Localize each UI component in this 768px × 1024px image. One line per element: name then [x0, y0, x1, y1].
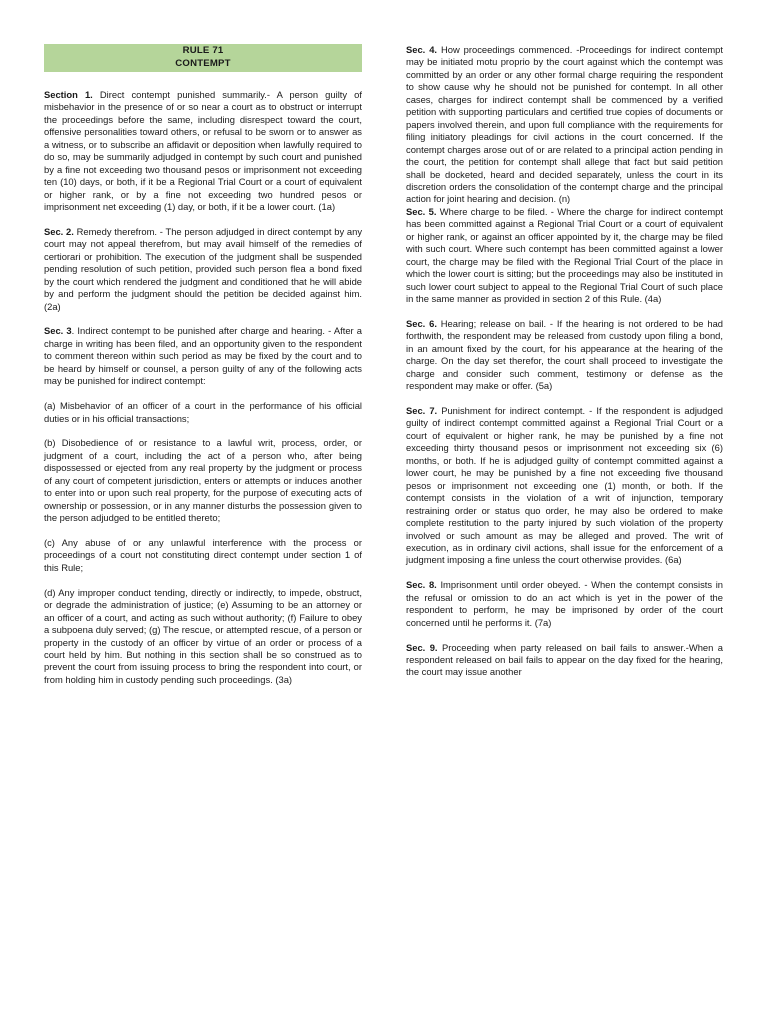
section-6 — [406, 318, 723, 393]
section-8 — [406, 579, 723, 629]
section-label: Sec. 8. — [406, 579, 437, 591]
section-text: Remedy therefrom. - The person adjudged in direct contempt by any court may not appeal therefrom, but may avail himself of the remedies of certiorari or prohibition. The execution of the judgment shall be suspended pending resolution of such petition, provided such person flea a bond fixed by the court which rendered the judgment and conditioned that he will abide by and perform the judgment should the petition be decided against him. (2a) — [44, 225, 363, 312]
section-label: Sec. 2. — [44, 225, 74, 237]
section-7 — [406, 405, 723, 567]
section-label: Sec. 9. — [406, 641, 438, 653]
section-text: Punishment for indirect contempt. - If the respondent is adjudged guilty of indirect contempt committed against a Regional Trial Court or a court of equivalent or higher rank, he may be punished by a fine not exceeding thirty thousand pesos or imprisonment not exceeding six (6) months, or both. If he is adjudged guilty of contempt committed against a lower court, he may be punished by a fine not exceeding five thousand pesos or imprisonment not exceeding one (1) month, or both. If the contempt consists in the violation of a writ of injunction, temporary restraining order or status quo order, he may also be ordered to make complete restitution to the party injured by such violation of the property involved or such amount as may be alleged and proved. The writ of execution, as in ordinary civil actions, shall issue for the enforcement of a judgment imposing a fine unless the court otherwise provides. (6a) — [406, 405, 723, 566]
paragraph-text: (b) Disobedience of or resistance to a lawful writ, process, order, or judgment of a court, including the act of a person who, after being dispossessed or ejected from any real property by the judgment or process of any court of competent jurisdiction, enters or attempts or induces another to enter into or upon such real property, for the purpose of executing acts of ownership or possession, or in any manner disturbs the possession given to the person adjudged to be entitled thereto; — [44, 437, 362, 524]
paragraph-text: (a) Misbehavior of an officer of a court in the performance of his official duties or in his official transactions; — [44, 400, 362, 424]
section-2 — [44, 226, 362, 313]
left-column — [44, 44, 362, 699]
item-d-g — [44, 587, 362, 687]
section-3 — [44, 325, 362, 387]
section-9 — [406, 642, 723, 679]
section-text: Where charge to be filed. - Where the charge for indirect contempt has been committed against a Regional Trial Court or a court of equivalent or higher rank, or against an officer appointed by it, the charge may be filed with such court. Where such contempt has been committed against a lower court, the charge may be filed with the Regional Trial Court of the place in which the lower court is sitting; but the proceedings may also be instituted in such lower court subject to appeal to the Regional Trial Court of such place in the same manner as provided in section 2 of this Rule. (4a) — [406, 205, 723, 305]
section-4 — [406, 44, 723, 206]
section-label: Sec. 7. — [406, 405, 438, 417]
item-b — [44, 437, 362, 524]
rule-heading — [44, 44, 362, 72]
section-label: Sec. 4. — [406, 44, 438, 55]
section-label: Sec. 3 — [44, 325, 72, 337]
section-label: Sec. 5. — [406, 205, 437, 217]
rule-title: CONTEMPT — [175, 57, 231, 69]
section-5 — [406, 206, 723, 306]
section-text: How proceedings commenced. -Proceedings for indirect contempt may be initiated motu proprio by the court against which the contempt was committed by an order or any other formal charge requiring the respondent to show cause why he should not be punished for contempt. In all other cases, charges for indirect contempt shall be commenced by a verified petition with supporting particulars and certified true copies of documents or papers involved therein, and upon full compliance with the requirements for filing initiatory pleadings for civil actions in the court concerned. If the contempt charges arose out of or are related to a principal action pending in the court, the petition for contempt shall allege that fact but said petition shall be docketed, heard and decided separately, unless the court in its discretion orders the consolidation of the contempt charge and the principal action for joint hearing and decision. (n) — [406, 44, 723, 205]
section-label: Section 1. — [44, 89, 93, 100]
section-text: . Indirect contempt to be punished after charge and hearing. - After a charge in writing has been filed, and an opportunity given to the respondent to comment thereon within such period as may be fixed by the court and to be heard by himself or counsel, a person guilty of any of the following acts may be punished for indirect contempt: — [44, 325, 363, 387]
right-column — [406, 44, 723, 691]
section-text: Imprisonment until order obeyed. - When the contempt consists in the refusal or omission to do an act which is yet in the power of the respondent to perform, he may be imprisoned by order of the court concerned until he performs it. (7a) — [406, 579, 724, 628]
paragraph-text: (d) Any improper conduct tending, directly or indirectly, to impede, obstruct, or degrade the administration of justice; (e) Assuming to be an attorney or an officer of a court, and acting as such without authority; (f) Failure to obey a subpoena duly served; (g) The rescue, or attempted rescue, of a person or property in the custody of an officer by virtue of an order or process of a court held by him. But nothing in this section shall be so construed as to prevent the court from issuing process to bring the respondent into court, or from holding him in custody pending such proceedings. (3a) — [44, 586, 362, 685]
section-text: Proceeding when party released on bail fails to answer.-When a respondent released on bail fails to appear on the day fixed for the hearing, the court may issue another — [406, 641, 723, 678]
section-text: Direct contempt punished summarily.- A person guilty of misbehavior in the presence of or so near a court as to obstruct or interrupt the proceedings before the same, including disrespect toward the court, offensive personalities toward others, or refusal to be sworn or to answer as a witness, or to subscribe an affidavit or deposition when lawfully required to do so, may be summarily adjudged in contempt by such court and punished by a fine not exceeding two thousand pesos or imprisonment not exceeding ten (10) days, or both, if it be a Regional Trial Court or a court of equivalent or higher rank, or by a fine not exceeding two hundred pesos or imprisonment net exceeding (1) day, or both, if it be a lower court. (1a) — [44, 89, 362, 213]
section-label: Sec. 6. — [406, 317, 437, 329]
section-text: Hearing; release on bail. - If the hearing is not ordered to be had forthwith, the respondent may be released from custody upon filing a bond, in an amount fixed by the court, for his appearance at the hearing of the charge. On the day set therefor, the court shall proceed to investigate the charge and consider such comment, testimony or defense as the respondent may make or offer. (5a) — [406, 317, 723, 392]
item-a — [44, 400, 362, 425]
paragraph-text: (c) Any abuse of or any unlawful interference with the process or proceedings of a court not constituting direct contempt under section 1 of this Rule; — [44, 537, 362, 573]
section-1 — [44, 89, 362, 214]
item-c — [44, 537, 362, 574]
rule-number: RULE 71 — [182, 45, 224, 56]
